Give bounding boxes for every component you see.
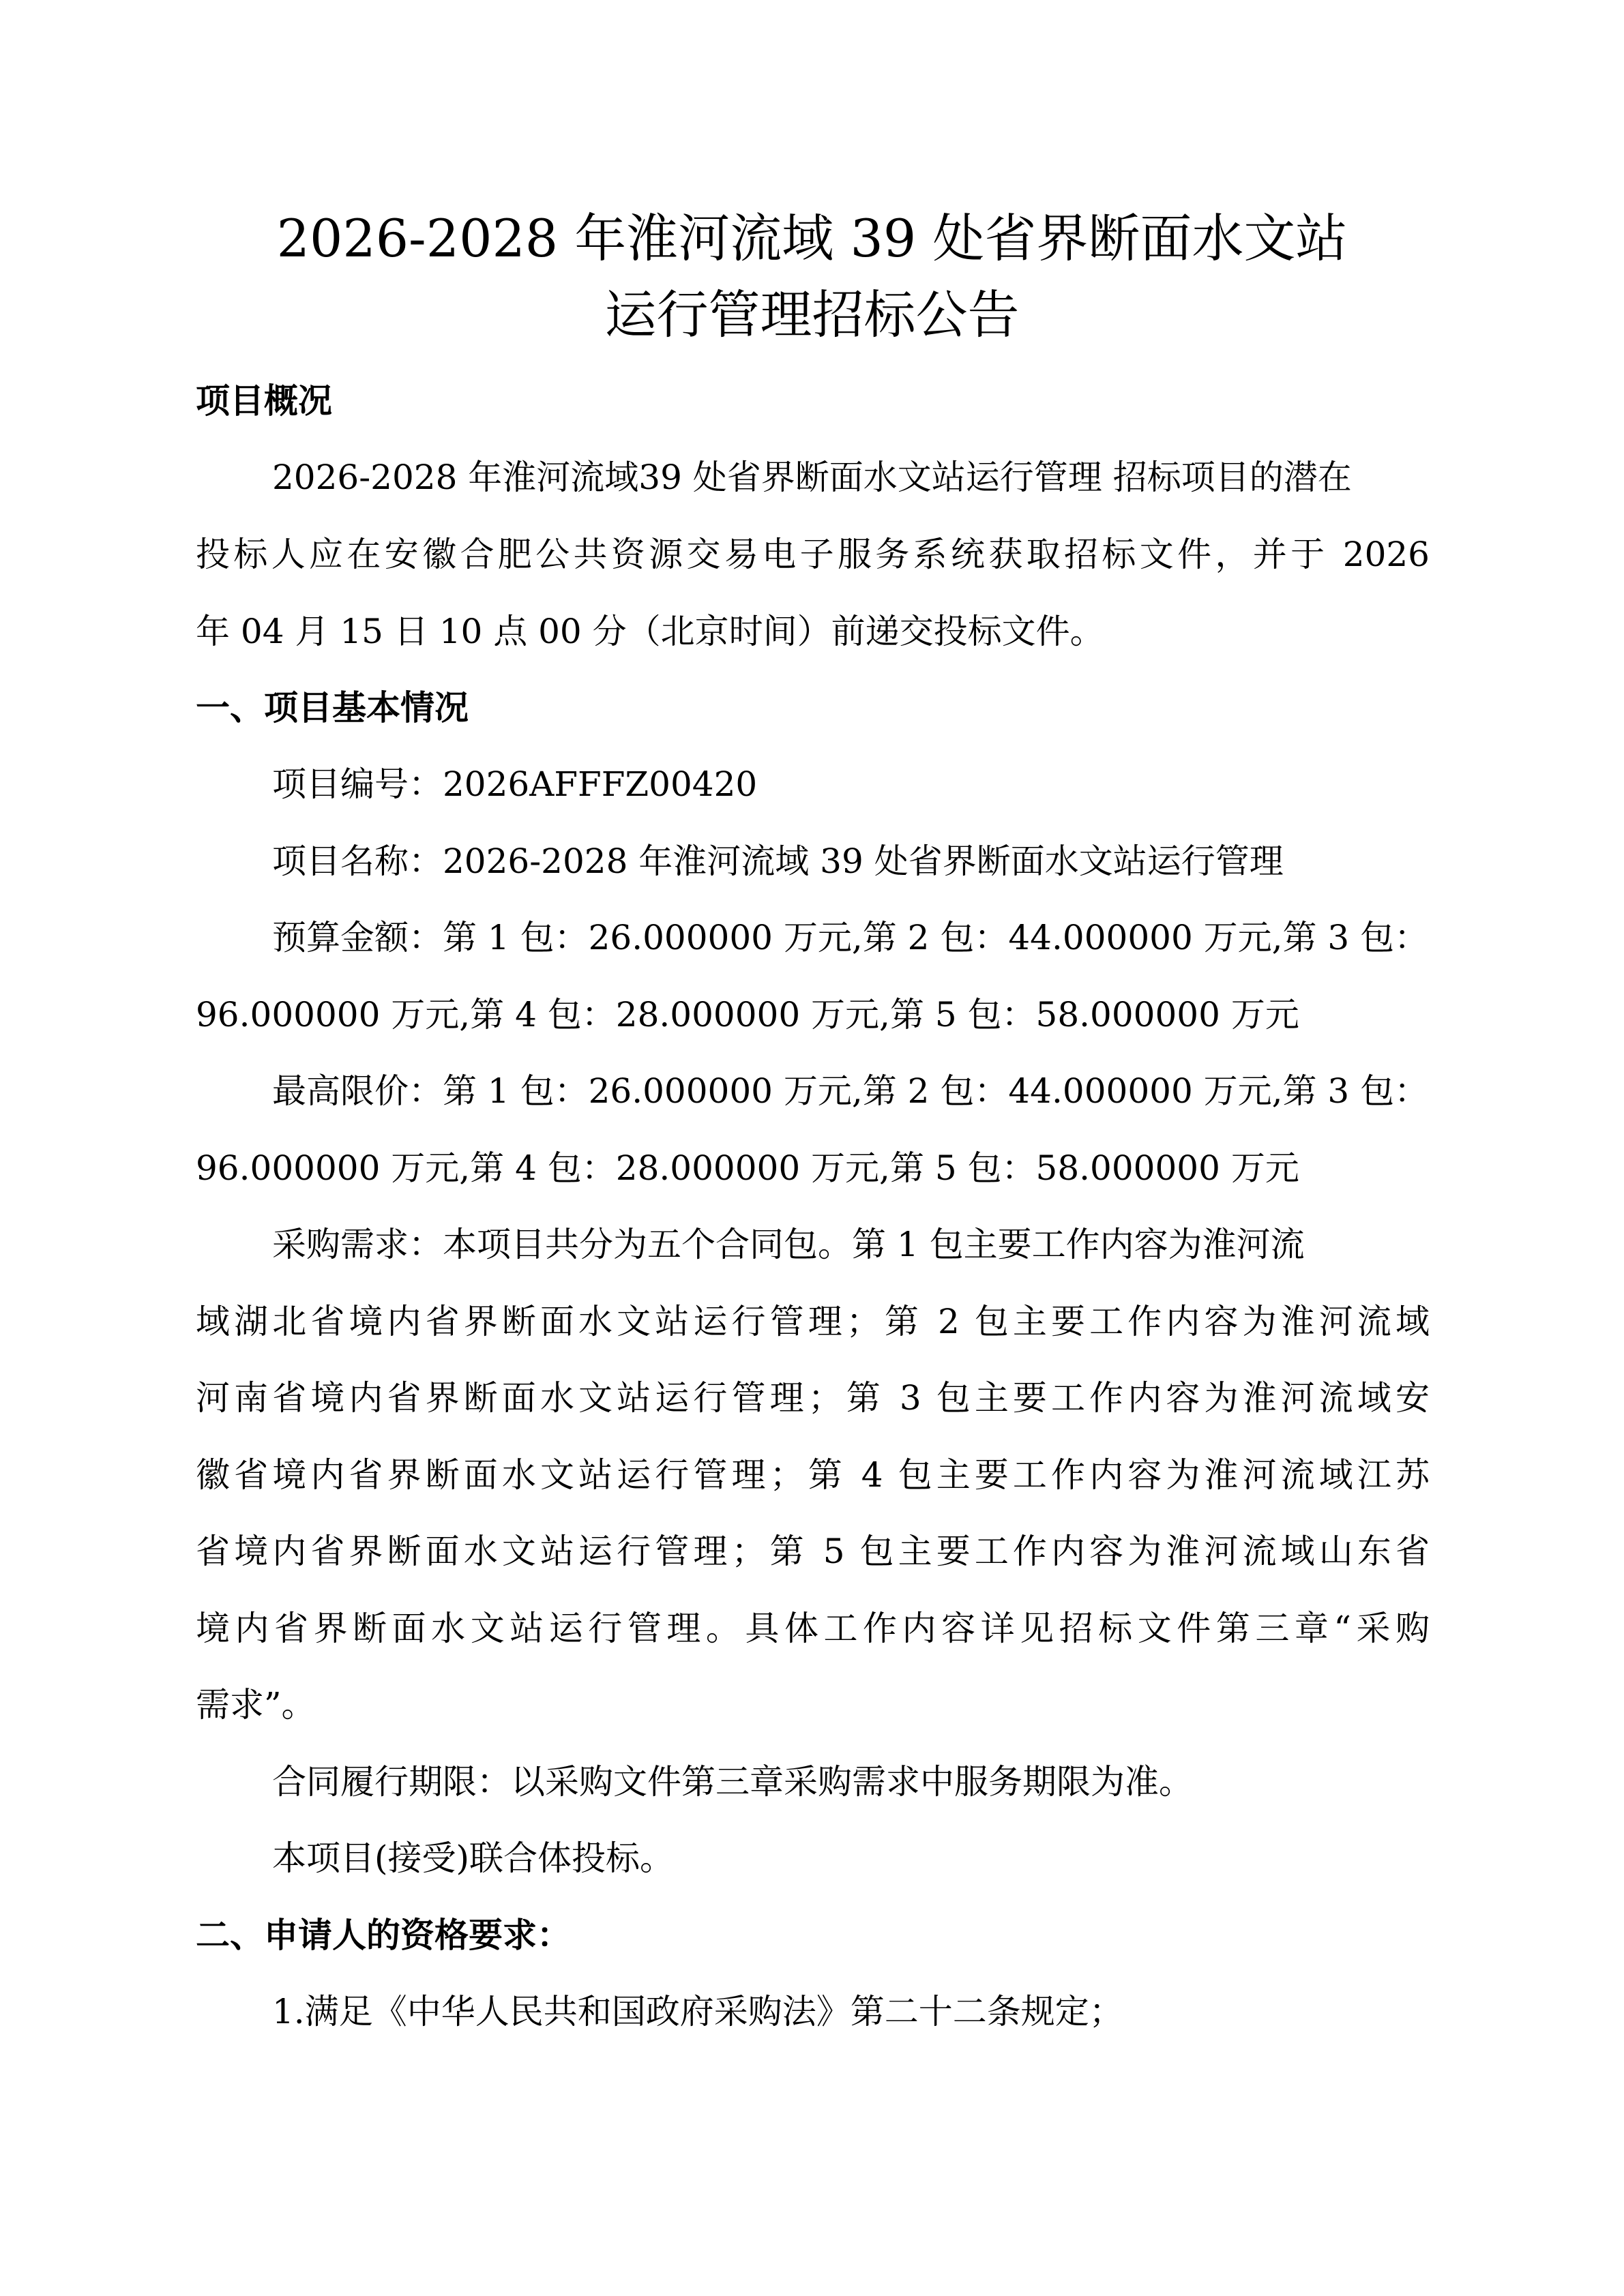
demand-line-3: 河南省境内省界断面水文站运行管理；第 3 包主要工作内容为淮河流域安 [196, 1378, 1430, 1418]
document-title-line-2: 运行管理招标公告 [604, 284, 1020, 345]
demand-line-1: 采购需求：本项目共分为五个合同包。第 1 包主要工作内容为淮河流 [272, 1225, 1305, 1264]
consortium-note: 本项目(接受)联合体投标。 [272, 1838, 675, 1878]
demand-line-7: 需求”。 [196, 1685, 316, 1725]
budget-line-1: 预算金额：第 1 包：26.000000 万元,第 2 包：44.000000 万元,第 3 包： [272, 918, 1429, 957]
overview-heading: 项目概况 [196, 381, 332, 421]
overview-line-2: 投标人应在安徽合肥公共资源交易电子服务系统获取招标文件，并于 2026 [196, 535, 1430, 574]
budget-line-2: 96.000000 万元,第 4 包：28.000000 万元,第 5 包：58.000000 万元 [196, 995, 1299, 1034]
max-price-line-1: 最高限价：第 1 包：26.000000 万元,第 2 包：44.000000 万元,第 3 包： [272, 1071, 1429, 1111]
overview-line-3: 年 04 月 15 日 10 点 00 分（北京时间）前递交投标文件。 [196, 612, 1104, 651]
overview-line-1: 2026-2028 年淮河流域39 处省界断面水文站运行管理 招标项目的潜在 [272, 458, 1352, 497]
contract-period: 合同履行期限：以采购文件第三章采购需求中服务期限为准。 [272, 1762, 1193, 1802]
demand-line-6: 境内省界断面水文站运行管理。具体工作内容详见招标文件第三章“采购 [196, 1609, 1430, 1648]
document-title-line-1: 2026-2028 年淮河流域 39 处省界断面水文站 [276, 208, 1348, 269]
demand-line-5: 省境内省界断面水文站运行管理；第 5 包主要工作内容为淮河流域山东省 [196, 1532, 1430, 1571]
max-price-line-2: 96.000000 万元,第 4 包：28.000000 万元,第 5 包：58.000000 万元 [196, 1148, 1299, 1188]
section1-heading: 一、项目基本情况 [196, 688, 469, 728]
project-name: 项目名称：2026-2028 年淮河流域 39 处省界断面水文站运行管理 [272, 841, 1284, 881]
section2-heading: 二、申请人的资格要求： [196, 1915, 571, 1955]
demand-line-2: 域湖北省境内省界断面水文站运行管理；第 2 包主要工作内容为淮河流域 [196, 1302, 1430, 1341]
demand-line-4: 徽省境内省界断面水文站运行管理；第 4 包主要工作内容为淮河流域江苏 [196, 1455, 1430, 1495]
project-number: 项目编号：2026AFFFZ00420 [272, 764, 758, 804]
qualification-item-1: 1.满足《中华人民共和国政府采购法》第二十二条规定； [272, 1992, 1123, 2031]
